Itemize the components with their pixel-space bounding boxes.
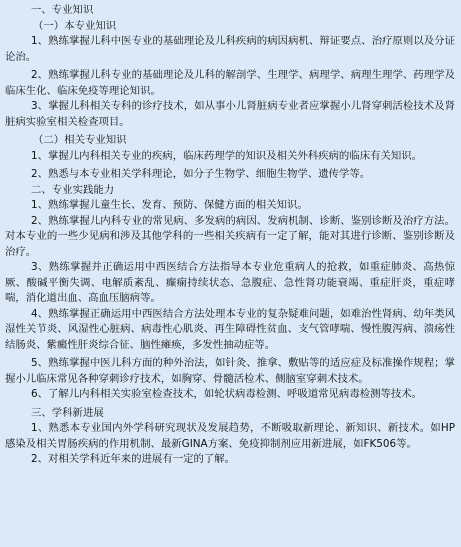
paragraph: 1、熟悉本专业国内外学科研究现状及发展趋势，不断吸取新理论、新知识、新技术。如HP感染及相关胃肠疾病的作用机制、最新GINA方案、免疫抑制剂应用新进展，如FK506等。	[5, 422, 455, 450]
paragraph: 1、熟练掌握儿童生长、发育、预防、保健方面的相关知识。	[31, 199, 308, 211]
paragraph: 2、熟悉与本专业相关学科理论，如分子生物学、细胞生物学、遗传学等。	[31, 168, 371, 180]
paragraph: 2、对相关学科近年来的进展有一定的了解。	[31, 453, 236, 465]
paragraph: 3、熟练掌握并正确运用中西医结合方法指导本专业危重病人的抢救，如重症肺炎、高热惊厥、酸碱平衡失调、电解质紊乱、癫痫持续状态、急腹症、急性肾功能衰竭、重症肝炎，重症哮喘，消化道出血、高血压脑病等。	[5, 261, 455, 304]
paragraph: 5、熟练掌握中医儿科方面的种外治法，如针灸、推拿、敷贴等的适应症及标准操作规程；掌握小儿临床常见各种穿刺诊疗技术，如胸穿、骨髓活检术、侧脑室穿刺术技术。	[5, 357, 455, 385]
section-heading-knowledge: 一、专业知识	[31, 4, 94, 16]
subsection-heading-core-knowledge: （一）本专业知识	[33, 19, 117, 32]
paragraph: 2、熟练掌握儿科专业的基础理论及儿科的解剖学、生理学、病理学、病理生理学、药理学及临床生化、临床免疫等理论知识。	[5, 69, 455, 97]
paragraph: 1、掌握儿内科相关专业的疾病，临床药理学的知识及相关外科疾病的临床有关知识。	[31, 149, 423, 162]
paragraph: 3、掌握儿科相关专科的诊疗技术，如从事小儿肾脏病专业者应掌握小儿肾穿刺活检技术及肾脏病实验室相关检查项目。	[5, 100, 455, 128]
section-heading-practice: 二、专业实践能力	[31, 183, 115, 196]
subsection-heading-related-knowledge: （二）相关专业知识	[33, 134, 127, 146]
paragraph: 6、了解儿内科相关实验室检查技术，如轮状病毒检测、呼吸道常见病毒检测等技术。	[31, 388, 423, 400]
paragraph: 1、熟练掌握儿科中医专业的基础理论及儿科疾病的病因病机、辩证要点、治疗原则以及分证论治。	[5, 35, 455, 63]
paragraph: 2、熟练掌握儿内科专业的常见病、多发病的病因、发病机制、诊断、鉴别诊断及治疗方法。对本专业的一些少见病和涉及其他学科的一些相关疾病有一定了解，能对其进行诊断、鉴别诊断及治疗。	[5, 214, 455, 258]
paragraph: 4、熟练掌握正确运用中西医结合方法处理本专业的复杂疑难问题，如难治性肾病、幼年类风湿性关节炎、风湿性心脏病、病毒性心肌炎、再生障碍性贫血、支气管哮喘、慢性腹泻病、溃疡性结肠炎、紫癜性肝炎综合征、脑性瘫痪，多发性抽动症等。	[5, 307, 455, 351]
section-heading-progress: 三、学科新进展	[31, 406, 104, 419]
